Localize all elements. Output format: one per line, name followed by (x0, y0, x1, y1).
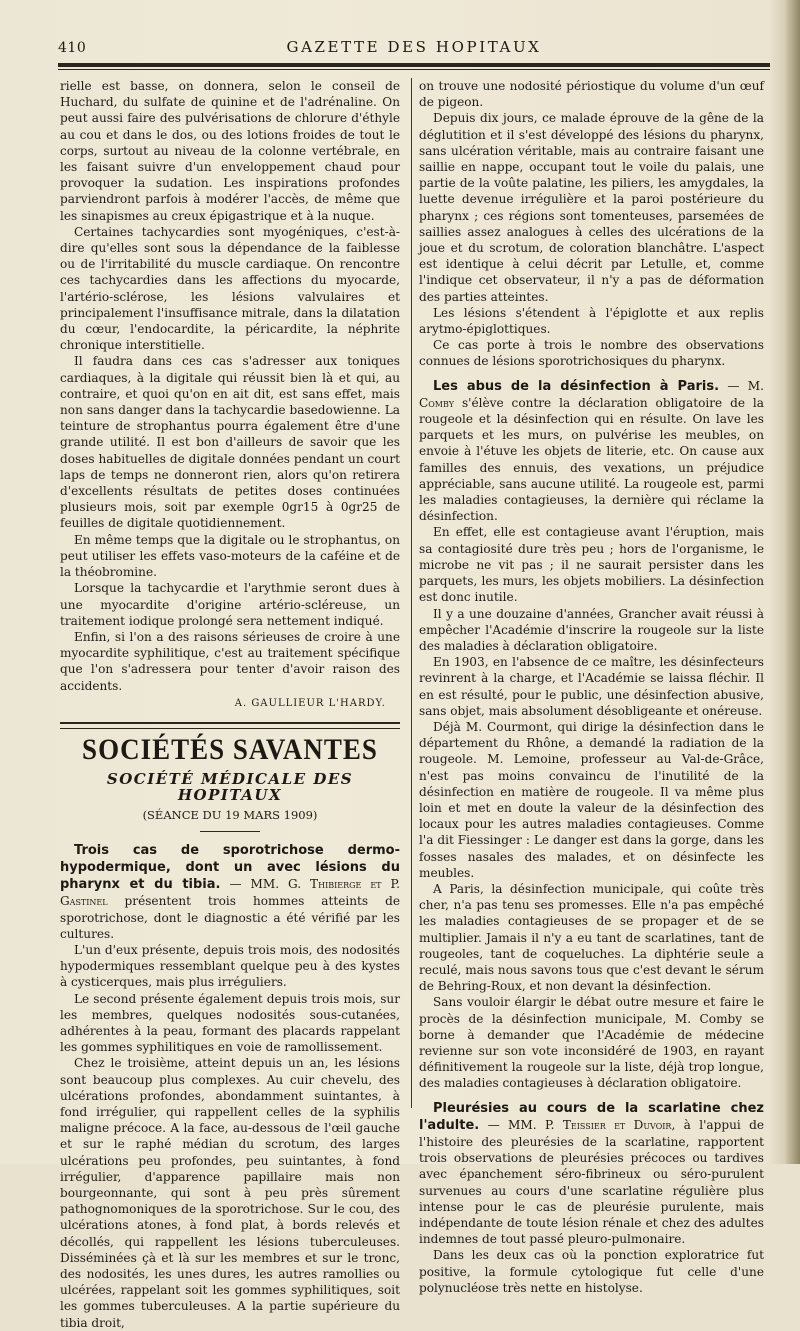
paragraph: Dans les deux cas où la ponction exploratrice fut positive, la formule cytologique fut celle d'une polynucléose très nette en histolyse. (419, 1248, 764, 1295)
article-lead (419, 378, 764, 525)
header-rule-thick (58, 63, 770, 67)
spacer (419, 370, 764, 378)
article-title: Les abus de la désinfection à Paris. (433, 378, 720, 394)
paragraph: Sans vouloir élargir le débat outre mesure et faire le procès de la désinfection municipale, M. Comby se borne à demander que l'Académie de médecine revienne sur son vote inconsidéré de 1903, en rayant définitivement la rougeole sur la liste, déjà trop longue, des maladies contagieuses à déclaration obligatoire. (419, 995, 764, 1091)
article-title: Pleurésies au cours de la scarlatine chez l'adulte. (419, 1100, 764, 1133)
column-divider (411, 78, 412, 1108)
journal-title: GAZETTE DES HOPITAUX (286, 38, 542, 56)
article-authors: — MM. G. Thibierge et P. Gastinel (60, 877, 400, 909)
paragraph: Certaines tachycardies sont myogéniques, c'est-à-dire qu'elles sont sous la dépendance de la faiblesse ou de l'irritabilité du muscle cardiaque. On rencontre ces tachycardies dans les affections du myocarde, l'artério-sclérose, les lésions valvulaires et principalement l'insuffisance mitrale, dans la dilatation du cœur, l'endocardite, la péricardite, la néphrite chronique interstitielle. (60, 224, 400, 353)
article-author: A. GAULLIEUR L'HARDY. (234, 697, 386, 709)
paragraph: L'un d'eux présente, depuis trois mois, des nodosités hypodermiques ressemblant quelque peu à des kystes à cysticerques, mais plus irréguliers. (60, 942, 400, 990)
paragraph-text: à l'appui de l'histoire des pleurésies de la scarlatine, rapportent trois observations de pleurésies précoces ou tardives avec épanchement séro-fibrineux ou séro-purulent survenues au cours d'une scarlatine régulière plus intense pour le cas de pleurésie purulente, mais indépendante de toute lésion rénale et chez des adultes indemnes de tout passé pleuro-pulmonaire. (419, 1117, 765, 1247)
paragraph-text: présentent trois hommes atteints de sporotrichose, dont le diagnostic a été vérifié par les cultures. (60, 894, 400, 941)
paragraph: En 1903, en l'absence de ce maître, les désinfecteurs revinrent à la charge, et l'Académie se laissa fléchir. Il en est résulté, pour le public, une désinfection abusive, sans objet, mais absolument désobligeante et onéreuse. (419, 655, 764, 718)
article-authors: — M. Comby (419, 378, 764, 410)
paragraph: Déjà M. Courmont, qui dirige la désinfection dans le département du Rhône, a demandé la radiation de la rougeole. M. Lemoine, professeur au Val-de-Grâce, n'est pas moins convaincu de l'inutilité de la désinfection en matière de rougeole. Il va même plus loin et met en doute la valeur de la désinfection des locaux pour les autres maladies contagieuses. Comme l'a dit Fiessinger : Le danger est dans la gorge, dans les fosses nasales des malades, et on désinfecte les meubles. (419, 719, 764, 880)
short-rule (200, 831, 260, 832)
article-lead (60, 842, 400, 942)
paragraph: rielle est basse, on donnera, selon le conseil de Huchard, du sulfate de quinine et de l'adrénaline. On peut aussi faire des pulvérisations de chlorure d'éthyle au cou et dans le dos, ou des lotions froides de tout le corps, surtout au niveau de la colonne vertébrale, en les faisant suivre d'un enveloppement chaud pour provoquer la sudation. Les inspirations profondes parviendront parfois à modérer l'accès, de même que les sinapismes au creux épigastrique et à la nuque. (60, 79, 400, 223)
paragraph: Enfin, si l'on a des raisons sérieuses de croire à une myocardite syphilitique, c'est au traitement spécifique que l'on s'adressera pour tenter d'avoir raison des accidents. (60, 629, 400, 693)
section-separator (60, 722, 400, 729)
article-lead (419, 1100, 764, 1248)
section-title: SOCIÉTÉS SAVANTES (82, 732, 378, 766)
paragraph: Depuis dix jours, ce malade éprouve de la gêne de la déglutition et il s'est développé des lésions du pharynx, sans ulcération véritable, mais au contraire faisant une saillie en nappe, occupant tout le voile du palais, une partie de la voûte palatine, les piliers, les amygdales, la luette devenue irrégulière et la paroi postérieure du pharynx ; ces régions sont tomenteuses, parsemées de saillies assez analogues à celles des ulcérations de la joue et du scrotum, de coloration blanchâtre. L'aspect est identique à celui décrit par Letulle, et, comme l'indique cet observateur, il n'y a pas de déformation des parties atteintes. (419, 111, 764, 304)
paragraph: Il faudra dans ces cas s'adresser aux toniques cardiaques, à la digitale qui réussit bien là et qui, au contraire, et quoi qu'on en ait dit, est sans effet, mais non sans danger dans la tachycardie basedowienne. La teinture de strophantus pourra également être d'une grande utilité. Il est bon d'ailleurs de savoir que les doses habituelles de digitale données pendant un court laps de temps ne donneront rien, alors qu'on retirera d'excellents résultats de petites doses continuées plusieurs mois, soit par exemple 0gr15 à 0gr25 de feuilles de digitale quotidiennement. (60, 354, 400, 531)
seance-date: (SÉANCE DU 19 MARS 1909) (142, 807, 318, 822)
paragraph: Il y a une douzaine d'années, Grancher avait réussi à empêcher l'Académie d'inscrire la rougeole sur la liste des maladies à déclaration obligatoire. (419, 606, 764, 653)
paragraph: A Paris, la désinfection municipale, qui coûte très cher, n'a pas tenu ses promesses. Elle n'a pas empêché les maladies contagieuses de se propager et de se multiplier. Jamais il n'y a eu tant de scarlatines, tant de rougeoles, tant de coqueluches. La diphtérie seule a reculé, mais nous savons tous que c'est devant le sérum de Behring-Roux, et non devant la désinfection. (419, 881, 764, 994)
paragraph: Chez le troisième, atteint depuis un an, les lésions sont beaucoup plus complexes. Au cuir chevelu, des ulcérations profondes, abondamment suintantes, à fond irrégulier, qui rappellent celles de la syphilis maligne précoce. A la face, au-dessous de l'œil gauche et sur le raphé médian du scrotum, des larges ulcérations peu profondes, peu suintantes, à fond irrégulier, d'apparence papillaire mais non bourgeonnante, qui sont à peu près sûrement pathognomoniques de la sporotrichose. Sur le cou, des ulcérations atones, à fond plat, à bords relevés et décollés, qui rappellent les lésions tuberculeuses. Disséminées çà et là sur les membres et sur le tronc, des nodosités, les unes dures, les autres ramollies ou ulcérées, rappelant soit les gommes syphilitiques, soit les gommes tuberculeuses. A la partie supérieure du tibia droit, (60, 1056, 400, 1330)
right-column (419, 78, 765, 1295)
paragraph: En même temps que la digitale ou le strophantus, on peut utiliser les effets vaso-moteurs de la caféine et de la théobromine. (60, 532, 400, 580)
paragraph: Ce cas porte à trois le nombre des observations connues de lésions sporotrichosiques du pharynx. (419, 338, 764, 369)
left-column (60, 78, 400, 1330)
paragraph: Les lésions s'étendent à l'épiglotte et aux replis arytmo-épiglottiques. (419, 305, 764, 337)
page-edge (786, 0, 800, 1164)
paragraph: Lorsque la tachycardie et l'arythmie seront dues à une myocardite d'origine artério-scléreuse, un traitement iodique prolongé sera nettement indiqué. (60, 581, 400, 628)
page-number: 410 (58, 40, 87, 56)
society-title: SOCIÉTÉ MÉDICALE DES HOPITAUX (106, 770, 354, 805)
paragraph-text: s'élève contre la déclaration obligatoire de la rougeole et la désinfection qui en résulte. On lave les parquets et les murs, on pulvérise les meubles, on envoie à l'étuve les objets de literie, etc. On cause aux familles des ennuis, des vexations, un préjudice appréciable, sans aucune utilité. La rougeole est, parmi les maladies contagieuses, la dernière qui réclame la désinfection. (419, 395, 764, 524)
spacer (419, 1092, 764, 1100)
paragraph: Le second présente également depuis trois mois, sur les membres, quelques nodosités sous-cutanées, adhérentes à la peau, formant des placards rappelant les gommes syphilitiques en voie de ramollissement. (60, 991, 400, 1055)
article-title: Trois cas de sporotrichose dermo-hypodermique, dont un avec lésions du pharynx et du tibia. (60, 842, 400, 893)
header-rule-thin (58, 69, 770, 70)
page-header (58, 38, 770, 60)
paragraph: on trouve une nodosité périostique du volume d'un œuf de pigeon. (419, 79, 764, 110)
article-authors: — MM. P. Teissier et Duvoir, (487, 1117, 676, 1132)
paragraph: En effet, elle est contagieuse avant l'éruption, mais sa contagiosité dure très peu ; hors de l'organisme, le microbe ne vit pas ; il ne saurait persister dans les parquets, les murs, les objets mobiliers. La désinfection est donc inutile. (419, 525, 764, 605)
